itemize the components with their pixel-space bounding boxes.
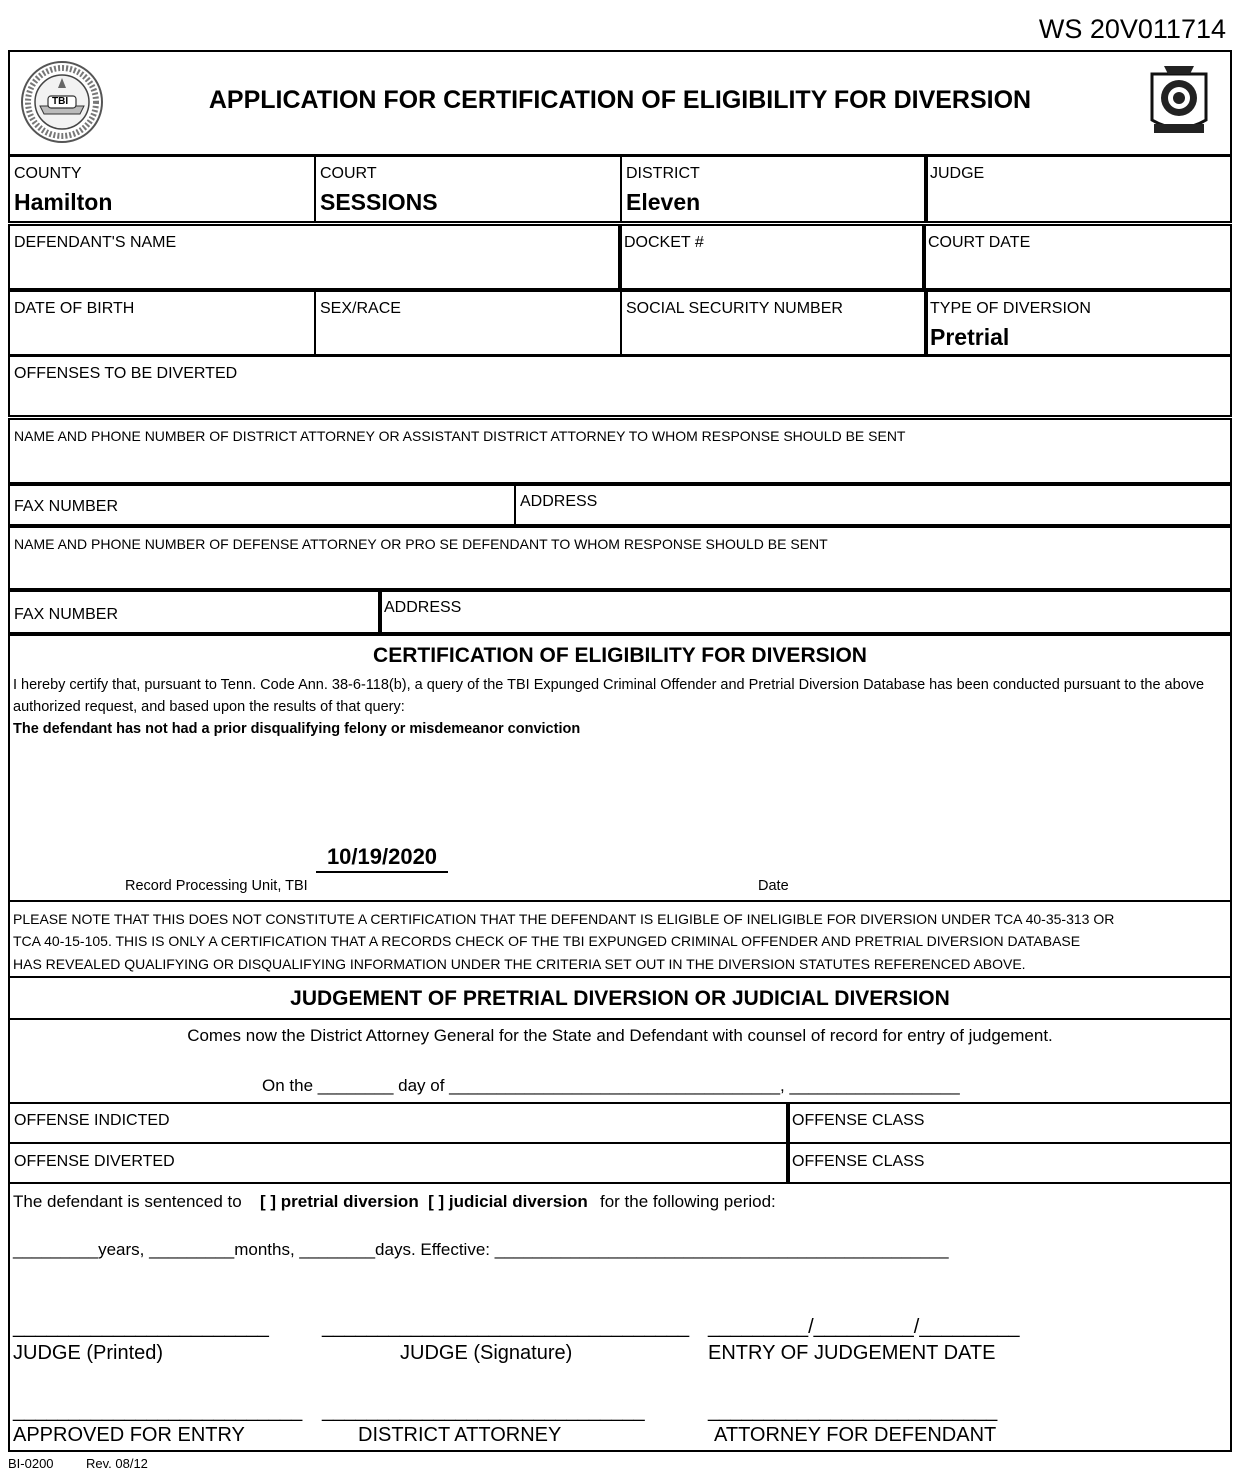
attorney-for-defendant-label: ATTORNEY FOR DEFENDANT bbox=[714, 1424, 997, 1446]
certification-text: I hereby certify that, pursuant to Tenn. Code Ann. 38-6-118(b), a query of the TBI Expunged Criminal Offender and Pretrial Diversion Database has been conducted pursuant to the above authorized request, and based upon the results of that query: bbox=[13, 677, 1205, 715]
judge-printed-line[interactable]: _______________________ bbox=[13, 1316, 269, 1338]
ssn-field[interactable] bbox=[620, 290, 928, 356]
offense-indicted-label: OFFENSE INDICTED bbox=[14, 1112, 170, 1129]
diversion-type-field[interactable] bbox=[924, 290, 1232, 356]
disclaimer-line-2: TCA 40-15-105. THIS IS ONLY A CERTIFICATION THAT A RECORDS CHECK OF THE TBI EXPUNGED CRIMINAL OFFENDER AND PRETRIAL DIVERSION DATABASE bbox=[13, 933, 1081, 949]
state-seal bbox=[1144, 60, 1214, 140]
entry-date-line[interactable]: _________/_________/_________ bbox=[708, 1316, 1020, 1338]
sentence-section bbox=[8, 1182, 1232, 1452]
dob-label: DATE OF BIRTH bbox=[14, 300, 135, 317]
offenses-field[interactable] bbox=[8, 355, 1232, 417]
county-label: COUNTY bbox=[14, 165, 82, 182]
certification-result: The defendant has not had a prior disqualifying felony or misdemeanor conviction bbox=[13, 721, 581, 737]
offense-class-label-1: OFFENSE CLASS bbox=[792, 1112, 925, 1129]
district-value: Eleven bbox=[626, 189, 701, 215]
approved-label: APPROVED FOR ENTRY bbox=[13, 1424, 245, 1446]
district-attorney-field[interactable] bbox=[8, 418, 1232, 484]
on-the-day-line[interactable]: On the ________ day of ___________________________________, __________________ bbox=[262, 1076, 960, 1095]
offense-indicted-field[interactable] bbox=[8, 1102, 790, 1144]
sentence-suffix: for the following period: bbox=[600, 1192, 776, 1211]
diversion-type-label: TYPE OF DIVERSION bbox=[930, 300, 1091, 317]
sex-race-field[interactable] bbox=[314, 290, 622, 356]
defendant-name-label: DEFENDANT'S NAME bbox=[14, 234, 177, 251]
offenses-label: OFFENSES TO BE DIVERTED bbox=[14, 365, 238, 382]
docket-field[interactable] bbox=[618, 224, 926, 290]
defense-fax-field[interactable] bbox=[8, 590, 382, 634]
record-unit-label: Record Processing Unit, TBI bbox=[125, 878, 308, 894]
dob-field[interactable] bbox=[8, 290, 316, 356]
certification-date-label: Date bbox=[758, 878, 789, 894]
sentence-options[interactable]: [ ] pretrial diversion [ ] judicial diversion bbox=[260, 1192, 588, 1211]
certification-date-value: 10/19/2020 bbox=[316, 844, 448, 873]
ssn-label: SOCIAL SECURITY NUMBER bbox=[626, 300, 843, 317]
offense-class-field-2[interactable] bbox=[786, 1142, 1232, 1184]
judgement-title: JUDGEMENT OF PRETRIAL DIVERSION OR JUDICIAL DIVERSION bbox=[290, 987, 950, 1010]
district-label: DISTRICT bbox=[626, 165, 700, 182]
certification-title: CERTIFICATION OF ELIGIBILITY FOR DIVERSION bbox=[373, 644, 867, 667]
defense-address-label: ADDRESS bbox=[384, 599, 462, 616]
da-address-field[interactable] bbox=[514, 484, 1232, 526]
da-fax-label: FAX NUMBER bbox=[14, 498, 119, 515]
diversion-type-value: Pretrial bbox=[930, 324, 1010, 350]
defendant-name-field[interactable] bbox=[8, 224, 622, 290]
docket-label: DOCKET # bbox=[624, 234, 704, 251]
form-revision: Rev. 08/12 bbox=[86, 1456, 148, 1471]
approved-line[interactable]: __________________________ bbox=[13, 1400, 303, 1422]
form-title: APPLICATION FOR CERTIFICATION OF ELIGIBILITY FOR DIVERSION bbox=[208, 86, 1032, 114]
judge-printed-label: JUDGE (Printed) bbox=[13, 1342, 164, 1364]
court-field[interactable] bbox=[314, 155, 622, 223]
defense-attorney-label: NAME AND PHONE NUMBER OF DEFENSE ATTORNEY OR PRO SE DEFENDANT TO WHOM RESPONSE SHOULD BE SENT bbox=[14, 536, 828, 552]
period-line[interactable]: _________years, _________months, ________days. Effective: ________________________________________________ bbox=[13, 1240, 949, 1259]
comes-now-text: Comes now the District Attorney General for the State and Defendant with counsel of record for entry of judgement. bbox=[187, 1026, 1053, 1045]
court-date-field[interactable] bbox=[922, 224, 1232, 290]
defense-attorney-field[interactable] bbox=[8, 526, 1232, 590]
disclaimer-note bbox=[8, 900, 1232, 978]
defense-address-field[interactable] bbox=[378, 590, 1232, 634]
district-attorney-line[interactable]: _____________________________ bbox=[322, 1400, 645, 1422]
offense-diverted-field[interactable] bbox=[8, 1142, 790, 1184]
offense-diverted-label: OFFENSE DIVERTED bbox=[14, 1153, 175, 1170]
court-date-label: COURT DATE bbox=[928, 234, 1031, 251]
da-address-label: ADDRESS bbox=[520, 493, 598, 510]
offense-class-label-2: OFFENSE CLASS bbox=[792, 1153, 925, 1170]
district-attorney-label: NAME AND PHONE NUMBER OF DISTRICT ATTORNEY OR ASSISTANT DISTRICT ATTORNEY TO WHOM RESPONSE SHOULD BE SENT bbox=[14, 428, 906, 444]
district-field[interactable] bbox=[620, 155, 928, 223]
defense-fax-label: FAX NUMBER bbox=[14, 606, 119, 623]
court-value: SESSIONS bbox=[320, 189, 438, 215]
district-attorney-label: DISTRICT ATTORNEY bbox=[358, 1424, 562, 1446]
disclaimer-line-3: HAS REVEALED QUALIFYING OR DISQUALIFYING INFORMATION UNDER THE CRITERIA SET OUT IN THE DIVERSION STATUTES REFERENCED ABOVE. bbox=[13, 956, 1026, 972]
sentence-prefix: The defendant is sentenced to bbox=[13, 1192, 242, 1211]
seal-abbrev: TBI bbox=[52, 96, 69, 107]
form-header bbox=[8, 50, 1232, 156]
judge-field[interactable] bbox=[924, 155, 1232, 223]
da-fax-field[interactable] bbox=[8, 484, 516, 526]
judge-label: JUDGE bbox=[930, 165, 985, 182]
offense-class-field-1[interactable] bbox=[786, 1102, 1232, 1144]
defense-attorney-line[interactable]: __________________________ bbox=[708, 1400, 998, 1422]
sex-race-label: SEX/RACE bbox=[320, 300, 401, 317]
judge-signature-line[interactable]: _________________________________ bbox=[322, 1316, 690, 1338]
judge-signature-label: JUDGE (Signature) bbox=[400, 1342, 573, 1364]
document-id: WS 20V011714 bbox=[1038, 14, 1226, 44]
county-field[interactable] bbox=[8, 155, 316, 223]
court-label: COURT bbox=[320, 165, 377, 182]
certification-section bbox=[8, 634, 1232, 902]
form-id: BI-0200 bbox=[8, 1456, 54, 1471]
disclaimer-line-1: PLEASE NOTE THAT THIS DOES NOT CONSTITUTE A CERTIFICATION THAT THE DEFENDANT IS ELIGIBLE OF INELIGIBLE FOR DIVERSION UNDER TCA 40-35-313 OR bbox=[13, 911, 1115, 927]
judgement-title-box bbox=[8, 976, 1232, 1020]
county-value: Hamilton bbox=[14, 189, 113, 215]
entry-date-label: ENTRY OF JUDGEMENT DATE bbox=[708, 1342, 996, 1364]
comes-now-box bbox=[8, 1018, 1232, 1104]
